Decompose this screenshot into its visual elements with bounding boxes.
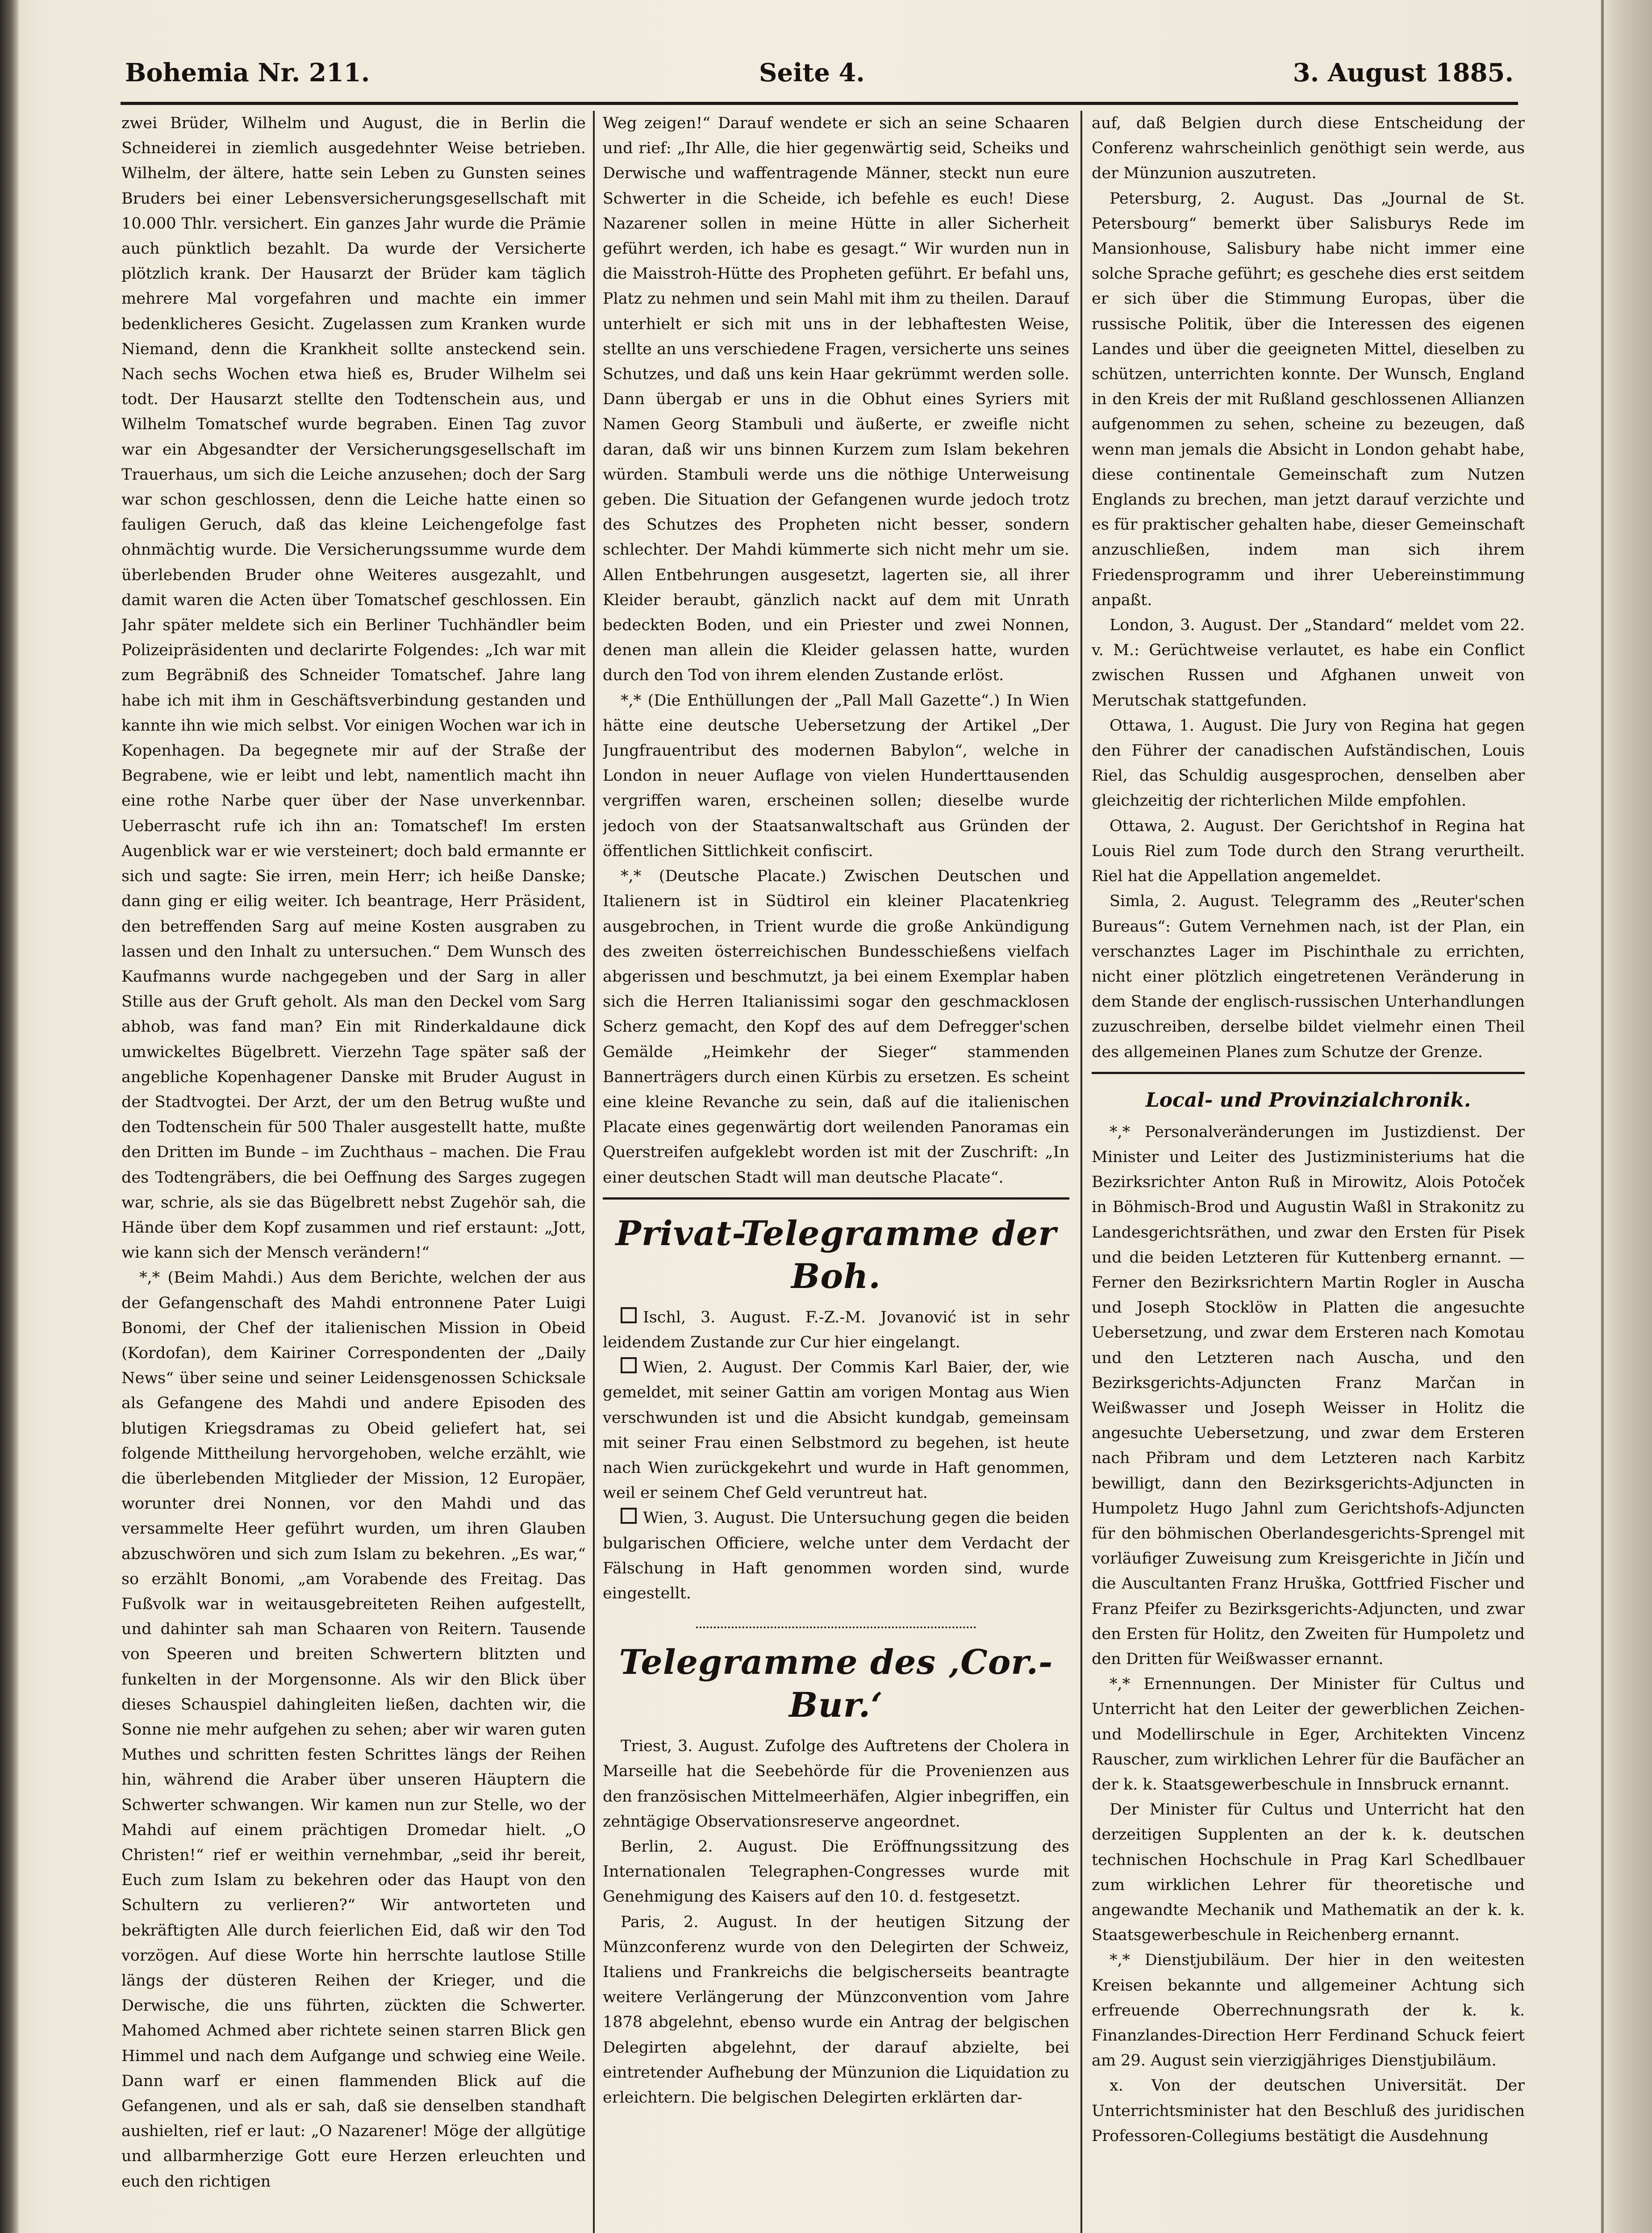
local-news-item: x. Von der deutschen Universität. Der Unterrichtsminister hat den Beschluß des juridischen Professoren-Collegiums bestätigt die Ausdehnung [1092, 2077, 1525, 2145]
box-icon [621, 1307, 637, 1323]
telegram-item: Wien, 3. August. Die Untersuchung gegen die beiden bulgarischen Officiere, welche unter dem Verdacht der Fälschung in Haft genommen worden sind, wurde eingestellt. [603, 1505, 1069, 1606]
issue-date: 3. August 1885. [1293, 58, 1514, 88]
article-beim-mahdi: *,* (Beim Mahdi.) Aus dem Berichte, welchen der aus der Gefangenschaft des Mahdi entronnene Pater Luigi Bonomi, der Chef der italienischen Mission in Obeid (Kordofan), dem Kairiner Correspondenten der „Daily News“ über seine und seiner Leidensgenossen Schicksale als Gefangene des Mahdi und andere Episoden des blutigen Kriegsdramas zu Obeid geliefert hat, sei folgende Mittheilung hervorgehoben, welche erzählt, wie die überlebenden Mitglieder der Mission, 12 Europäer, worunter drei Nonnen, vor den Mahdi und das versammelte Heer geführt wurden, um ihren Glauben abzuschwören und sich zum Islam zu bekehren. „Es war,“ so erzählt Bonomi, „am Vorabende des Freitag. Das Fußvolk war in weitausgebreiteten Reihen aufgestellt, und dahinter sah man Schaaren von Reitern. Tausende von Speeren und breiten Schwertern blitzten und funkelten in der Morgensonne. Als wir den Blick über dieses Schauspiel dahingleiten ließen, dachten wir, die Sonne nie mehr aufgehen zu sehen; aber wir waren guten Muthes und schritten festen Schrittes längs der Reihen hin, während die Araber über unseren Häuptern die Schwerter schwangen. Wir kamen nun zur Stelle, wo der Mahdi auf einem prächtigen Dromedar hielt. „O Christen!“ rief er weithin vernehmbar, „seid ihr bereit, Euch zum Islam zu bekehren oder das Haupt von den Schultern zu verlieren?“ Wir antworteten und bekräftigten Alle durch feierlichen Eid, daß wir den Tod vorzögen. Auf diese Worte hin herrschte lautlose Stille längs der düsteren Reihen der Krieger, und die Derwische, die uns führten, zückten die Schwerter. Mahomed Achmed aber richtete seinen starren Blick gen Himmel und nach dem Aufgange und schwieg eine Weile. Dann warf er einen flammenden Blick auf die Gefangenen, und als er sah, daß sie denselben standhaft aushielten, rief er laut: „O Nazarener! Möge der allgütige und allbarmherzige Gott eure Herzen erleuchten und euch den richtigen [121, 1269, 586, 2191]
page-header [125, 58, 1514, 98]
telegram-item: Petersburg, 2. August. Das „Journal de St. Petersbourg“ bemerkt über Salisburys Rede im Mansionhouse, Salisbury habe nicht immer eine solche Sprache geführt; es geschehe dies erst seitdem er sich über die Stimmung Europas, über die russische Politik, über die Interessen des eigenen Landes und über die geeigneten Mittel, dieselben zu schützen, unterrichten konnte. Der Wunsch, England in den Kreis der mit Rußland geschlossenen Allianzen aufgenommen zu sehen, scheine zu bezeugen, daß wenn man jemals die Absicht in London gehabt habe, diese continentale Gemeinschaft zum Nutzen Englands zu brechen, man jetzt darauf verzichte und es für praktischer gehalten habe, dieser Gemeinschaft anzuschließen, indem man sich ihrem Friedensprogramm und ihrer Uebereinstimmung anpaßt. [1092, 189, 1525, 609]
column-rule [1080, 111, 1082, 2233]
page-edge-line [1601, 0, 1604, 2233]
section-title-privat-telegramme: Privat-Telegramme der Boh. [615, 1213, 1057, 1296]
column-3 [1092, 111, 1525, 2233]
column-2 [603, 111, 1069, 2233]
section-title-cor-bur: Telegramme des ‚Cor.-Bur.‘ [619, 1642, 1053, 1725]
column-rule [593, 111, 595, 2233]
box-icon [621, 1357, 637, 1373]
masthead-issue: Bohemia Nr. 211. [125, 58, 370, 88]
local-news-item: *,* Dienstjubiläum. Der hier in den weitesten Kreisen bekannte und allgemeiner Achtung sich erfreuende Oberrechnungsrath der k. k. Finanzlandes-Direction Herr Ferdinand Schuck feiert am 29. August sein vierzigjähriges Dienstjubiläum. [1092, 1951, 1525, 2070]
telegram-item: Paris, 2. August. In der heutigen Sitzung der Münzconferenz wurde von den Delegirten der Schweiz, Italiens und Frankreichs die belgischerseits beantragte weitere Verlängerung der Münzconvention vom Jahre 1878 abgelehnt, ebenso wurde ein Antrag der belgischen Delegirten abgelehnt, der darauf abzielte, bei eintretender Aufhebung der Münzunion die Liquidation zu erleichtern. Die belgischen Delegirten erklärten dar- [603, 1913, 1069, 2107]
local-news-item: *,* Ernennungen. Der Minister für Cultus und Unterricht hat den Leiter der gewerblichen Zeichen- und Modellirschule in Eger, Architekten Vincenz Rauscher, zum wirklichen Lehrer für die Baufächer an der k. k. Staatsgewerbeschule in Innsbruck ernannt. [1092, 1675, 1525, 1794]
telegram-item: Ischl, 3. August. F.-Z.-M. Jovanović ist in sehr leidendem Zustande zur Cur hier eingelangt. [603, 1305, 1069, 1355]
divider [696, 1614, 976, 1628]
article-text: zwei Brüder, Wilhelm und August, die in Berlin die Schneiderei in ziemlich ausgedehnter Weise betrieben. Wilhelm, der ältere, hatte sein Leben zu Gunsten seines Bruders bei einer Lebensversicherungsgesellschaft mit 10.000 Thlr. versichert. Ein ganzes Jahr wurde die Prämie auch pünktlich bezahlt. Da wurde der Versicherte plötzlich krank. Der Hausarzt der Brüder kam täglich mehrere Mal vorgefahren und machte ein immer bedenklicheres Gesicht. Zugelassen zum Kranken wurde Niemand, denn die Krankheit sollte ansteckend sein. Nach sechs Wochen etwa hieß es, Bruder Wilhelm sei todt. Der Hausarzt stellte den Todtenschein aus, und Wilhelm Tomatschef wurde begraben. Einen Tag zuvor war ein Abgesandter der Versicherungsgesellschaft im Trauerhaus, um sich die Leiche anzusehen; doch der Sarg war schon geschlossen, denn die Leiche hatte einen so fauligen Geruch, daß das kleine Leichengefolge fast ohnmächtig wurde. Die Versicherungssumme wurde dem überlebenden Bruder ohne Weiteres ausgezahlt, und damit waren die Acten über Tomatschef geschlossen. Ein Jahr später meldete sich ein Berliner Tuchhändler beim Polizeipräsidenten und declarirte Folgendes: „Ich war mit zum Begräbniß des Schneider Tomatschef. Jahre lang habe ich mit ihm in Geschäftsverbindung gestanden und kannte ihn wie mich selbst. Vor einigen Wochen war ich in Kopenhagen. Da begegnete mir auf der Straße der Begrabene, wie er leibt und lebt, namentlich macht ihn eine rothe Narbe quer über der Nase unverkennbar. Ueberrascht rufe ich ihn an: Tomatschef! Im ersten Augenblick war er wie versteinert; doch bald ermannte er sich und sagte: Sie irren, mein Herr; ich heiße Danske; dann ging er eilig weiter. Ich beantrage, Herr Präsident, den betreffenden Sarg auf meine Kosten ausgraben zu lassen und den Inhalt zu untersuchen.“ Dem Wunsch des Kaufmanns wurde nachgegeben und der Sarg in aller Stille aus der Gruft geholt. Als man den Deckel vom Sarg abhob, was fand man? Ein mit Rinderkaldaune dick umwickeltes Bügelbrett. Vierzehn Tage später saß der angebliche Kopenhagener Danske mit Bruder August in der Stadtvogtei. Der Arzt, der um den Betrug wußte und den Todtenschein für 500 Thaler ausgestellt hatte, mußte den Dritten im Bunde – im Zuchthaus – machen. Die Frau des Todtengräbers, die bei Oeffnung des Sarges zugegen war, schrie, als sie das Bügelbrett nebst Zugehör sah, die Hände über dem Kopf zusammen und rief erstaunt: „Jott, wie kann sich der Mensch verändern!“ [121, 114, 586, 1262]
telegram-item: auf, daß Belgien durch diese Entscheidung der Conferenz wahrscheinlich genöthigt sein werde, aus der Münzunion auszutreten. [1092, 114, 1525, 183]
section-title-local-chronik: Local- und Provinzialchronik. [1145, 1088, 1471, 1112]
section-rule [1092, 1072, 1525, 1074]
page-binding [0, 0, 19, 2233]
section-rule [603, 1197, 1069, 1200]
article-deutsche-placate: *,* (Deutsche Placate.) Zwischen Deutschen und Italienern ist in Südtirol ein kleiner Placatenkrieg ausgebrochen, in Trient wurde die große Ankündigung des zweiten österreichischen Bundesschießens vielfach abgerissen und beschmutzt, ja bei einem Exemplar haben sich die Herren Italianissimi sogar den geschmacklosen Scherz gemacht, den Kopf des auf dem Defregger'schen Gemälde „Heimkehr der Sieger“ stammenden Bannerträgers durch einen Kürbis zu ersetzen. Es scheint eine kleine Revanche zu sein, daß auf die italienischen Placate eines gegenwärtig dort weilenden Panoramas ein Querstreifen aufgeklebt worden ist mit der Zuschrift: „In einer deutschen Stadt will man deutsche Placate“. [603, 867, 1069, 1187]
article-pall-mall: *,* (Die Enthüllungen der „Pall Mall Gazette“.) In Wien hätte eine deutsche Uebersetzung der Artikel „Der Jungfrauentribut des modernen Babylon“, welche in London in neuer Auflage von vielen Hunderttausenden vergriffen waren, erscheinen sollen; dieselbe wurde jedoch von der Staatsanwaltschaft aus Gründen der öffentlichen Sittlichkeit confiscirt. [603, 691, 1069, 860]
telegram-item: Ottawa, 2. August. Der Gerichtshof in Regina hat Louis Riel zum Tode durch den Strang verurtheilt. Riel hat die Appellation angemeldet. [1092, 817, 1525, 886]
telegram-item: Wien, 2. August. Der Commis Karl Baier, der, wie gemeldet, mit seiner Gattin am vorigen Montag aus Wien verschwunden ist und die Absicht kundgab, gemeinsam mit seiner Frau einen Selbstmord zu begehen, ist heute nach Wien zurückgekehrt und wurde in Haft genommen, weil er seinem Chef Geld veruntreut hat. [603, 1355, 1069, 1505]
article-text: Weg zeigen!“ Darauf wendete er sich an seine Schaaren und rief: „Ihr Alle, die hier gegenwärtig seid, Scheiks und Derwische und waffentragende Männer, steckt nun eure Schwerter in die Scheide, ich befehle es euch! Diese Nazarener sollen in meine Hütte in aller Sicherheit geführt werden, ich habe es gesagt.“ Wir wurden nun in die Maisstroh-Hütte des Propheten geführt. Er befahl uns, Platz zu nehmen und sein Mahl mit ihm zu theilen. Darauf unterhielt er sich mit uns in der lebhaftesten Weise, stellte an uns verschiedene Fragen, versicherte uns seines Schutzes, und daß uns kein Haar gekrümmt werden solle. Dann übergab er uns in die Obhut eines Syriers mit Namen Georg Stambuli und äußerte, er zweifle nicht daran, daß wir uns binnen Kurzem zum Islam bekehren würden. Stambuli werde uns die nöthige Unterweisung geben. Die Situation der Gefangenen wurde jedoch trotz des Schutzes des Propheten nicht besser, sondern schlechter. Der Mahdi kümmerte sich nicht mehr um sie. Allen Entbehrungen ausgesetzt, lagerten sie, all ihrer Kleider beraubt, gänzlich nackt auf dem mit Unrath bedeckten Boden, und ein Priester und zwei Nonnen, denen man allein die Kleider gelassen hatte, wurden durch den Tod von ihrem elenden Zustande erlöst. [603, 114, 1069, 685]
telegram-item: Triest, 3. August. Zufolge des Auftretens der Cholera in Marseille hat die Seebehörde für die Provenienzen aus den französischen Mittelmeerhäfen, Algier inbegriffen, ein zehntägige Observationsreserve angeordnet. [603, 1737, 1069, 1831]
column-1 [121, 111, 586, 2233]
page-number: Seite 4. [759, 58, 865, 88]
local-news-item: Der Minister für Cultus und Unterricht hat den derzeitigen Supplenten an der k. k. deutschen technischen Hochschule in Prag Karl Schedlbauer zum wirklichen Lehrer für theoretische und angewandte Mechanik und Mathematik an der k. k. Staatsgewerbeschule in Reichenberg ernannt. [1092, 1801, 1525, 1944]
telegram-item: Berlin, 2. August. Die Eröffnungssitzung des Internationalen Telegraphen-Congresses wurde mit Genehmigung des Kaisers auf den 10. d. festgesetzt. [603, 1837, 1069, 1906]
header-rule [121, 102, 1518, 105]
telegram-item: Ottawa, 1. August. Die Jury von Regina hat gegen den Führer der canadischen Aufständischen, Louis Riel, das Schuldig ausgesprochen, denselben aber gleichzeitig der richterlichen Milde empfohlen. [1092, 716, 1525, 810]
box-icon [621, 1508, 637, 1524]
local-news-item: *,* Personalveränderungen im Justizdienst. Der Minister und Leiter des Justizministeriums hat die Bezirksrichter Anton Ruß in Mirowitz, Alois Potoček in Böhmisch-Brod und Augustin Waßl in Strakonitz zu Landesgerichtsräthen, und zwar den Ersten für Pisek und die beiden Letzteren für Kuttenberg ernannt. — Ferner den Bezirksrichtern Martin Rogler in Auscha und Joseph Stocklöw in Platten die angesuchte Uebersetzung, und zwar dem Ersteren nach Komotau und den Letzteren nach Auscha, und den Bezirksgerichts-Adjuncten Franz Marčan in Weißwasser und Joseph Weisser in Holitz die angesuchte Uebersetzung, und zwar dem Ersteren nach Přibram und dem Letzteren nach Karbitz bewilligt, dann den Bezirksgerichts-Adjuncten in Humpoletz Hugo Jahnl zum Gerichtshofs-Adjuncten für den böhmischen Oberlandesgerichts-Sprengel mit vorläufiger Zuweisung zum Kreisgerichte in Jičín und die Auscultanten Franz Hruška, Gottfried Fischer und Franz Pfeifer zu Bezirksgerichts-Adjuncten, und zwar den Ersten für Holitz, den Zweiten für Humpoletz und den Dritten für Weißwasser ernannt. [1092, 1123, 1525, 1668]
telegram-item: Simla, 2. August. Telegramm des „Reuter'schen Bureaus“: Gutem Vernehmen nach, ist der Plan, ein verschanztes Lager im Pischinthale zu errichten, nicht einer plötzlich eingetretenen Veränderung in dem Stande der englisch-russischen Unterhandlungen zuzuschreiben, derselbe bildet vielmehr einen Theil des allgemeinen Planes zum Schutze der Grenze. [1092, 892, 1525, 1061]
page-edge [1598, 0, 1652, 2233]
telegram-item: London, 3. August. Der „Standard“ meldet vom 22. v. M.: Gerüchtweise verlautet, es habe ein Conflict zwischen Russen und Afghanen unweit von Merutschak stattgefunden. [1092, 616, 1525, 710]
